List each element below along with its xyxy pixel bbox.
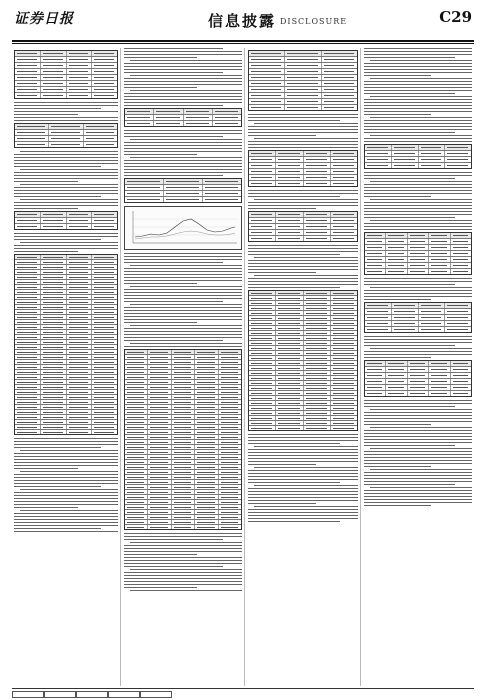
footer-cell — [108, 691, 140, 698]
footer-cell — [140, 691, 172, 698]
data-table — [364, 232, 472, 275]
data-table — [364, 302, 472, 333]
column-2 — [124, 48, 242, 686]
body-text — [248, 114, 358, 148]
data-table — [248, 150, 358, 187]
column-divider — [120, 48, 121, 686]
section-subtitle: DISCLOSURE — [280, 17, 348, 26]
body-text — [14, 233, 118, 252]
body-text — [124, 130, 242, 176]
data-table — [14, 254, 118, 435]
body-text — [364, 48, 472, 142]
data-table — [124, 178, 242, 203]
body-text — [124, 48, 242, 106]
column-4 — [364, 48, 472, 686]
column-3 — [248, 48, 358, 686]
body-text — [14, 102, 118, 121]
header-rule-thin — [12, 43, 474, 44]
body-text — [364, 336, 472, 358]
body-text — [14, 438, 118, 532]
body-text — [248, 245, 358, 288]
section-title: 信息披露 — [208, 12, 277, 30]
footer-cell — [76, 691, 108, 698]
page-footer — [12, 688, 474, 698]
data-table — [124, 108, 242, 127]
body-text — [124, 533, 242, 591]
data-table — [248, 211, 358, 242]
data-table — [14, 211, 118, 230]
footer-cell — [44, 691, 76, 698]
body-text — [14, 151, 118, 209]
data-table — [124, 349, 242, 530]
column-divider — [360, 48, 361, 686]
column-1 — [14, 48, 118, 686]
data-table — [14, 123, 118, 148]
header-rule — [12, 40, 474, 42]
data-table — [364, 144, 472, 169]
body-text — [364, 172, 472, 230]
data-table — [364, 360, 472, 397]
footer-cell — [12, 691, 44, 698]
body-text — [124, 253, 242, 347]
data-table — [14, 50, 118, 99]
data-table — [248, 290, 358, 431]
page-header — [12, 6, 474, 40]
line-chart-graphic — [125, 207, 241, 249]
column-divider — [244, 48, 245, 686]
body-text — [364, 278, 472, 300]
masthead-brand: 证券日报 — [14, 11, 74, 27]
body-text — [248, 190, 358, 209]
page-number: C29 — [439, 8, 472, 26]
body-text — [364, 400, 472, 506]
data-table — [248, 50, 358, 111]
line-chart — [124, 206, 242, 250]
body-text — [248, 434, 358, 522]
